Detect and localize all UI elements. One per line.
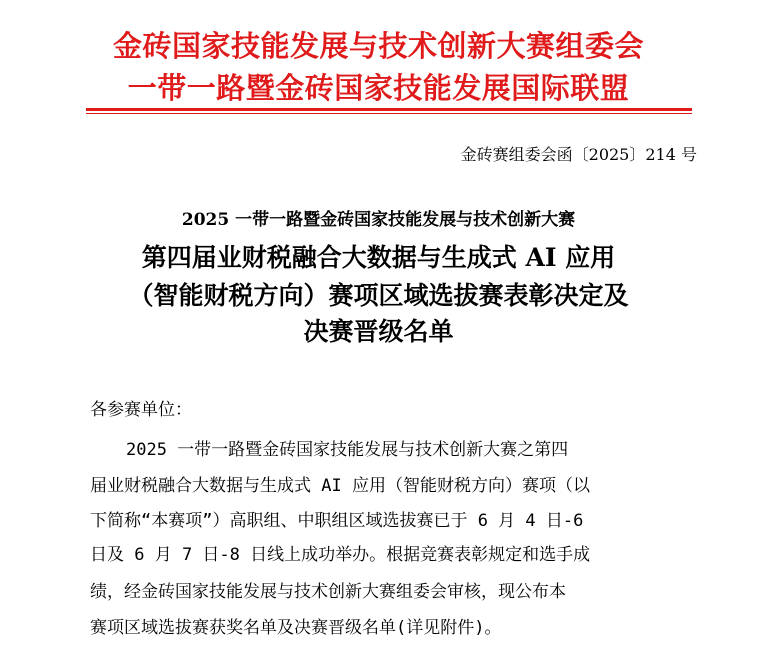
issuer-name-line-1: 金砖国家技能发展与技术创新大赛组委会 [112, 29, 644, 63]
issuer-name-line-2: 一带一路暨金砖国家技能发展国际联盟 [127, 71, 630, 105]
body-text-line-3: 下简称“本赛项”）高职组、中职组区域选拔赛已于 6 月 4 日-6 [90, 511, 584, 531]
body-text-line-6: 赛项区域选拔赛获奖名单及决赛晋级名单(详见附件)。 [90, 618, 502, 638]
document-title-line-1: 第四届业财税融合大数据与生成式 AI 应用 [141, 243, 616, 272]
document-title-line-2: （智能财税方向）赛项区域选拔赛表彰决定及 [128, 281, 629, 310]
body-text-line-1: 2025 一带一路暨金砖国家技能发展与技术创新大赛之第四 [126, 440, 569, 460]
body-text-line-5: 绩，经金砖国家技能发展与技术创新大赛组委会审核，现公布本 [90, 582, 566, 602]
header-red-rule-top [86, 108, 692, 111]
body-text-line-2: 届业财税融合大数据与生成式 AI 应用（智能财税方向）赛项（以 [90, 476, 590, 496]
document-reference-number: 金砖赛组委会函〔2025〕214 号 [460, 145, 697, 164]
body-text-line-4: 日及 6 月 7 日-8 日线上成功举办。根据竞赛表彰规定和选手成 [90, 545, 591, 565]
salutation: 各参赛单位： [90, 400, 192, 420]
header-red-rule-bottom [86, 113, 692, 114]
document-subtitle: 2025 一带一路暨金砖国家技能发展与技术创新大赛 [181, 210, 576, 230]
document-title-line-3: 决赛晋级名单 [303, 317, 454, 346]
